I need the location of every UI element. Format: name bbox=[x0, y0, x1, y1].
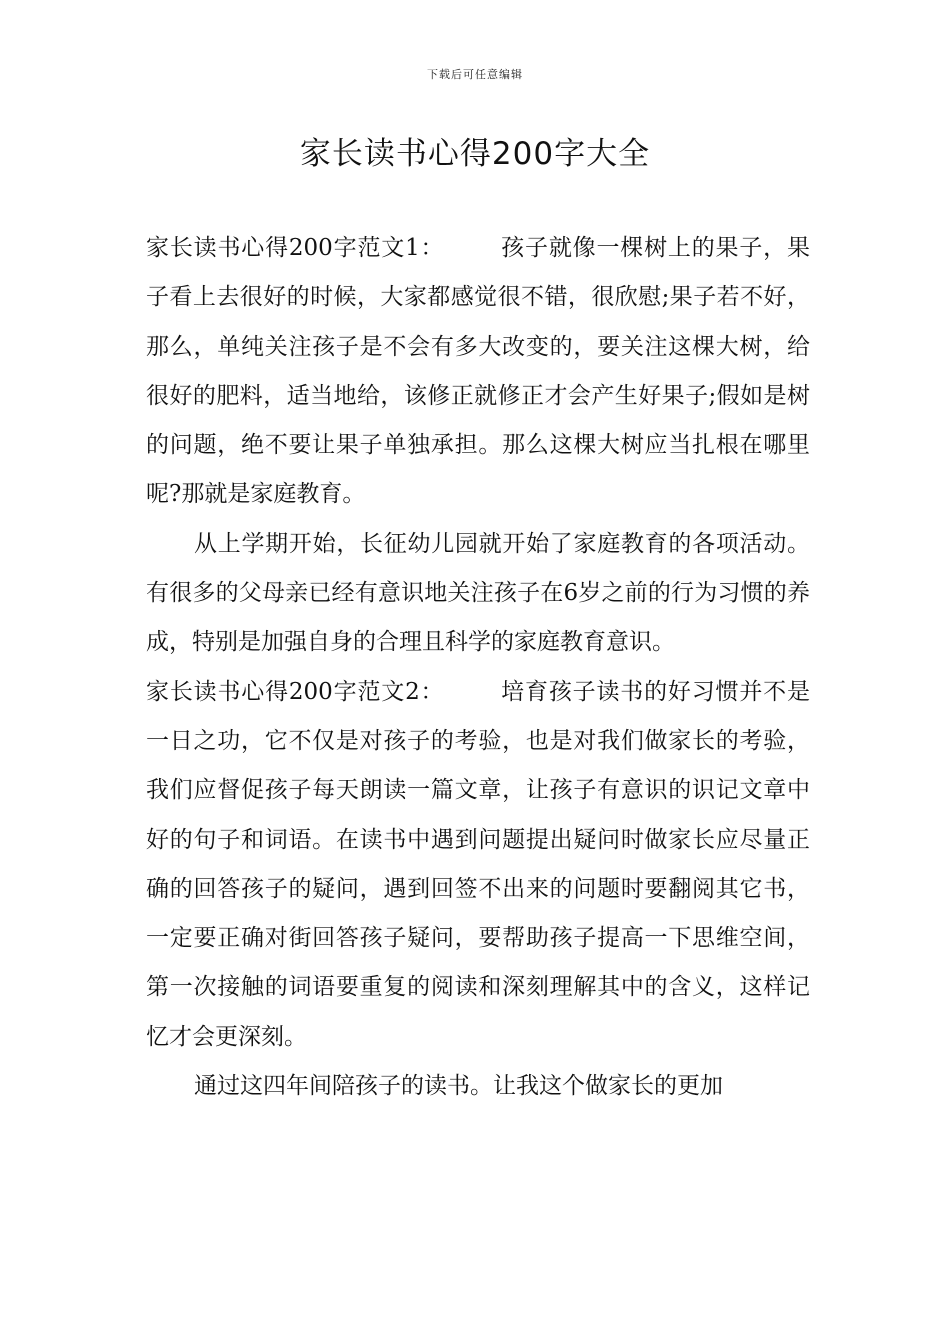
paragraph-kindergarten: 从上学期开始，长征幼儿园就开始了家庭教育的各项活动。有很多的父母亲已经有意识地关注孩子在6岁之前的行为习惯的养成，特别是加强自身的合理且科学的家庭教育意识。 bbox=[146, 530, 810, 656]
sample-2-heading: 家长读书心得200字范文2： bbox=[146, 678, 445, 705]
paragraph-sample-2 bbox=[146, 668, 810, 1062]
sample-1-heading: 家长读书心得200字范文1： bbox=[146, 235, 445, 261]
sample-1-text: 孩子就像一棵树上的果子，果子看上去很好的时候，大家都感觉很不错，很欣慰;果子若不好，那么，单纯关注孩子是不会有多大改变的，要关注这棵大树，给很好的肥料，适当地给，该修正就修正才会产生好果子;假如是树的问题，绝不要让果子单独承担。那么这棵大树应当扎根在哪里呢?那就是家庭教育。 bbox=[146, 235, 810, 508]
header-note: 下载后可任意编辑 bbox=[427, 68, 523, 81]
sample-2-text: 培育孩子读书的好习惯并不是一日之功，它不仅是对孩子的考验，也是对我们做家长的考验，我们应督促孩子每天朗读一篇文章，让孩子有意识的识记文章中好的句子和词语。在读书中遇到问题提出疑问时做家长应尽量正确的回答孩子的疑问，遇到回签不出来的问题时要翻阅其它书，一定要正确对街回答孩子疑问，要帮助孩子提高一下思维空间，第一次接触的词语要重复的阅读和深刻理解其中的含义，这样记忆才会更深刻。 bbox=[146, 678, 810, 1050]
paragraph-sample-1 bbox=[146, 224, 810, 520]
page-title: 家长读书心得200字大全 bbox=[299, 136, 651, 172]
paragraph-four-years: 通过这四年间陪孩子的读书。让我这个做家长的更加 bbox=[194, 1073, 723, 1100]
document-body bbox=[146, 224, 810, 1111]
